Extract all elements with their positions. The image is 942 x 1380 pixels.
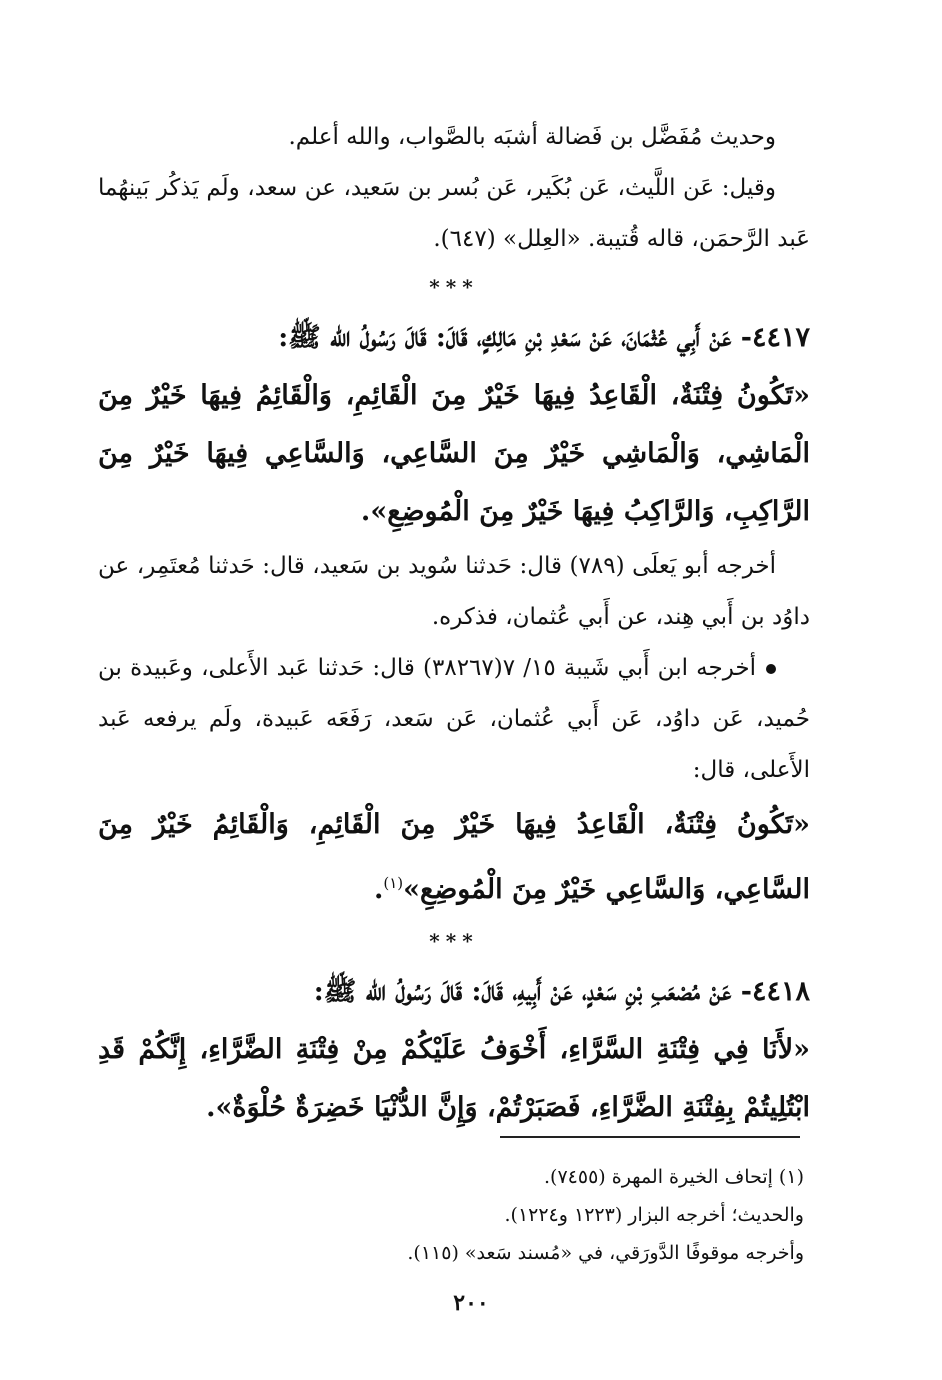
- paragraph-commentary-2: وقيل: عَن اللَّيث، عَن بُكَير، عَن بُسر بن سَعيد، عن سعد، ولَم يَذكُر بَينهُما عَبد الرَّحمَن، قاله قُتيبة. «العِلل» (٦٤٧).: [98, 175, 810, 252]
- page-number: ٢٠٠: [453, 1290, 489, 1316]
- footnote-marker: (١): [383, 874, 404, 892]
- hadith-4417-matn-variant: [98, 796, 810, 919]
- hadith-4418-header: [98, 963, 810, 1021]
- footnotes: [98, 1158, 804, 1272]
- takhrij-paragraph-2: [98, 643, 810, 796]
- hadith-number: ٤٤١٧-: [740, 322, 810, 353]
- paragraph-commentary-1: وحديث مُفَضَّل بن فَضالة أشبَه بالصَّواب، والله أعلم.: [288, 124, 776, 150]
- hadith-chain: عَنْ مُصْعَبِ بْنِ سَعْدٍ، عَنْ أَبِيهِ، قَالَ: قَالَ رَسُولُ الله ﷺ:: [313, 976, 732, 1007]
- hadith-4417-header: [98, 309, 810, 367]
- hadith-4417-matn: «تَكُونُ فِتْنَةٌ، الْقَاعِدُ فِيهَا خَيْرٌ مِنَ الْقَائِمِ، وَالْقَائِمُ فِيهَا خَيْرٌ مِنَ الْمَاشِي، وَالْمَاشِي خَيْرٌ مِنَ السَّاعِي، وَالسَّاعِي فِيهَا خَيْرٌ مِنَ الرَّاكِبِ، وَالرَّاكِبُ فِيهَا خَيْرٌ مِنَ الْمُوضِعِ».: [98, 380, 810, 527]
- hadith-number: ٤٤١٨-: [740, 976, 810, 1007]
- footnote-1: (١) إتحاف الخيرة المهرة (٧٤٥٥).: [544, 1166, 804, 1188]
- period: .: [373, 874, 384, 905]
- takhrij-text: أخرجه ابن أَبي شَيبة ١٥/ ٧(٣٨٢٦٧) قال: حَدثنا عَبد الأَعلى، وعَبيدة بن حُميد، عَن داوُد، عَن أَبي عُثمان، عَن سَعد، رَفَعَه عَبيدة، ولَم يرفعه عَبد الأَعلى، قال:: [98, 655, 810, 783]
- footnote-divider: [500, 1136, 800, 1138]
- hadith-4418-matn: «لأَنَا فِي فِتْنَةِ السَّرَّاءِ، أَخْوَفُ عَلَيْكُمْ مِنْ فِتْنَةِ الضَّرَّاءِ، إِنَّكُمْ قَدِ ابْتُلِيتُمْ بِفِتْنَةِ الضَّرَّاءِ، فَصَبَرْتُمْ، وَإِنَّ الدُّنْيَا خَضِرَةٌ حُلْوَةٌ».: [98, 1034, 810, 1123]
- takhrij-paragraph-1: أخرجه أبو يَعلَى (٧٨٩) قال: حَدثنا سُويد بن سَعيد، قال: حَدثنا مُعتَمِر، عن داوُد بن أَبي هِند، عن أَبي عُثمان، فذكره.: [98, 553, 810, 630]
- main-text: [98, 112, 810, 1137]
- matn-text: «تَكُونُ فِتْنَةٌ، الْقَاعِدُ فِيهَا خَيْرٌ مِنَ الْقَائِمِ، وَالْقَائِمُ خَيْرٌ مِنَ السَّاعِي، وَالسَّاعِي خَيْرٌ مِنَ الْمُوضِعِ»: [98, 809, 810, 905]
- section-separator: ***: [429, 929, 479, 953]
- hadith-chain: عَنْ أَبِي عُثْمَانَ، عَنْ سَعْدِ بْنِ مَالِكٍ، قَالَ: قَالَ رَسُولُ الله ﷺ:: [278, 322, 732, 353]
- bullet-icon: [766, 664, 776, 674]
- section-separator: ***: [429, 275, 479, 299]
- footnote-1-continued: والحديث؛ أخرجه البزار (١٢٢٣ و١٢٢٤).: [504, 1204, 804, 1226]
- footnote-1-continued-2: وأخرجه موقوفًا الدَّورَقي، في «مُسند سَعد» (١١٥).: [407, 1242, 804, 1264]
